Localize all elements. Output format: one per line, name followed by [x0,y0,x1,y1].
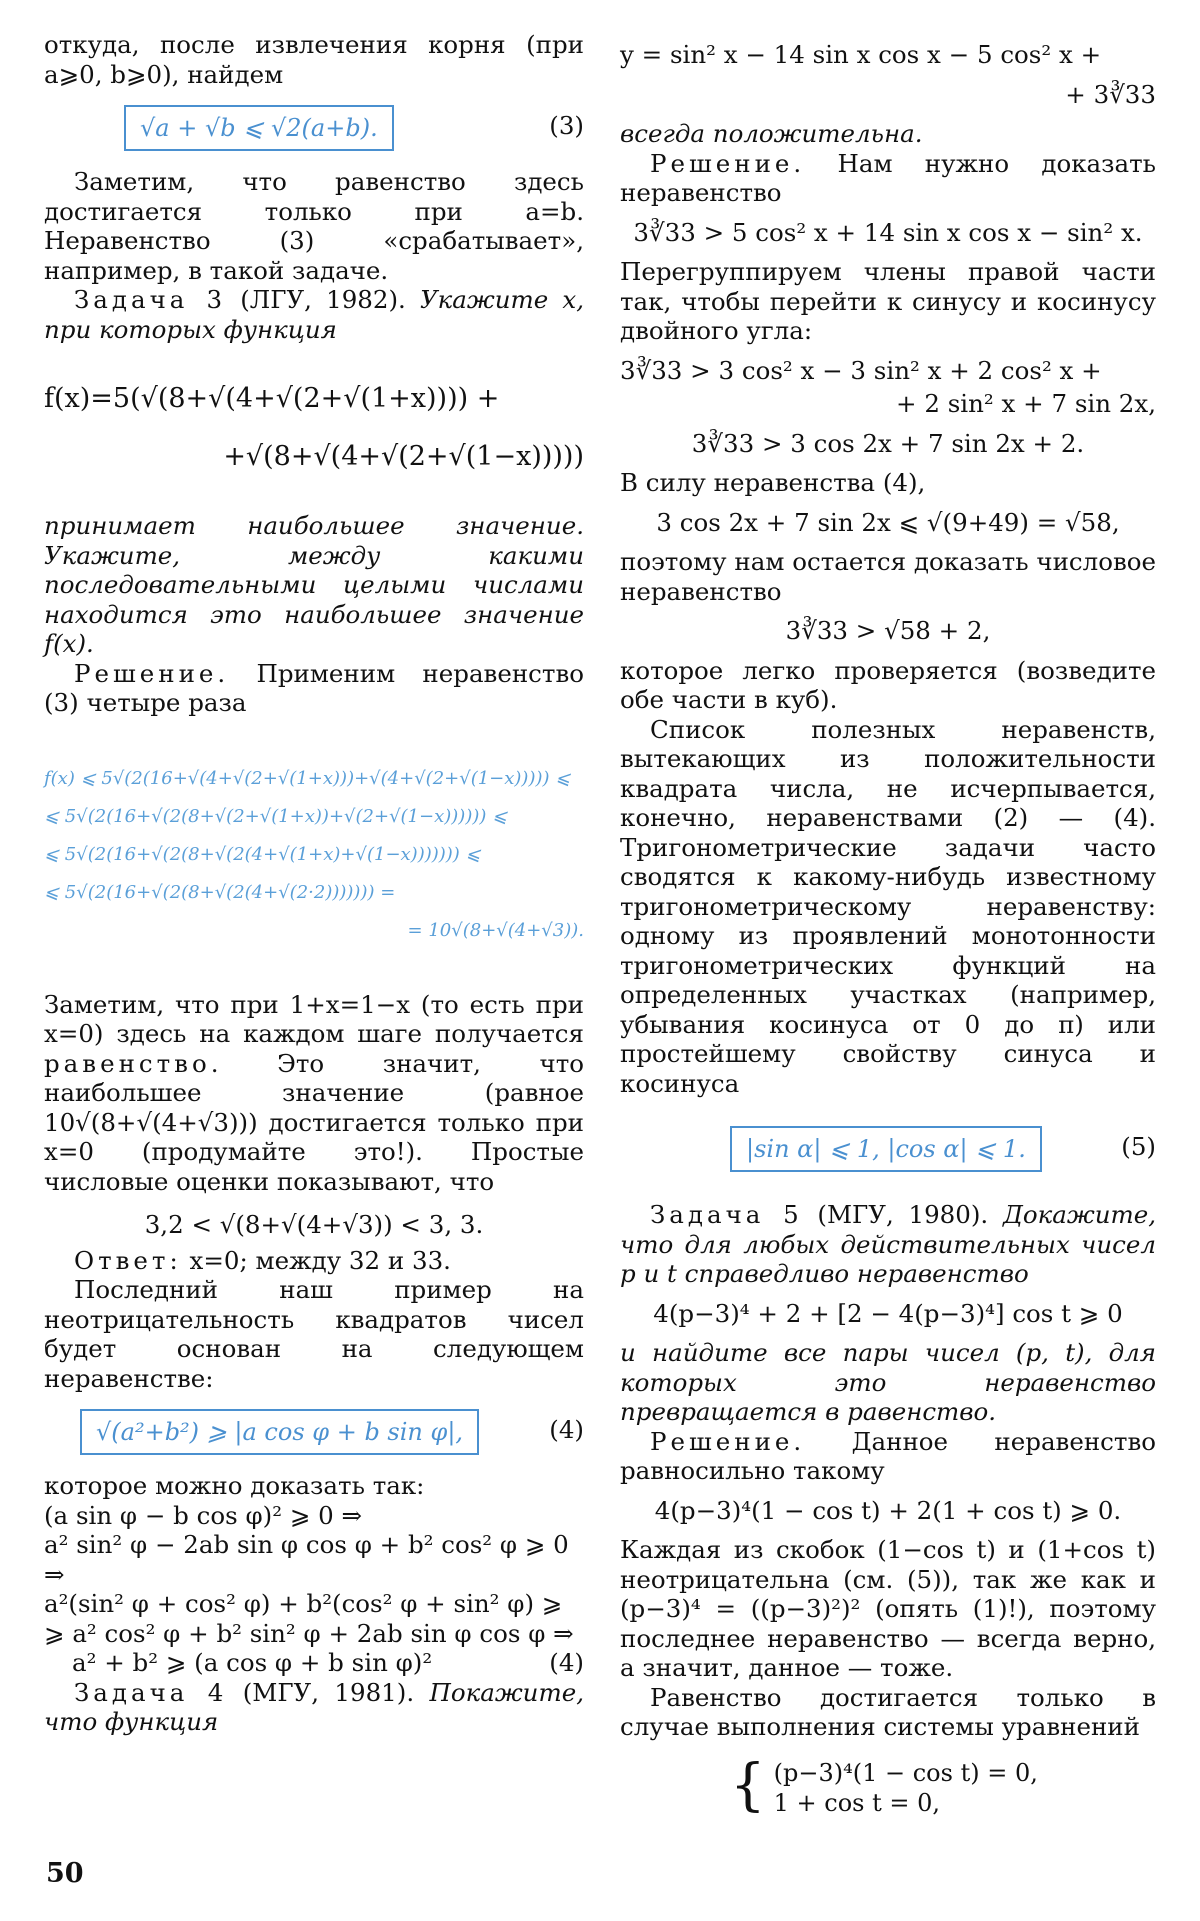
inequality: 3 cos 2x + 7 sin 2x ⩽ √(9+49) = √58, [656,507,1120,537]
paragraph: Заметим, что при 1+x=1−x (то есть при x=0) здесь на каждом шаге получается равенство. Это значит, что наибольшее значение (равное 10√(8+√(4+√3))) достигается только при x=0 (продумайте это!). Простые числовые оценки показывают, что [44,989,584,1196]
solution-paragraph: Решение. Нам нужно доказать неравенство [620,148,1156,207]
equation-number: (3) [549,111,584,140]
paragraph: которое можно доказать так: [44,1471,425,1500]
inequality: 4(p−3)⁴ + 2 + [2 − 4(p−3)⁴] cos t ⩾ 0 [653,1298,1123,1328]
paragraph: откуда, после извлечения корня (при a⩾0, b⩾0), найдем [44,30,584,89]
function-formula-line-2: +√(8+√(4+√(2+√(1−x))))) [223,440,584,472]
problem-4-claim: всегда положительна. [620,119,923,148]
paragraph: которое легко проверяется (возведите обе части в куб). [620,655,1156,714]
answer: Ответ: x=0; между 32 и 33. [74,1245,451,1275]
boxed-inequality-5: |sin α| ⩽ 1, |cos α| ⩽ 1. [730,1126,1042,1172]
function-formula-line-1: f(x)=5(√(8+√(4+√(2+√(1+x)))) + [44,383,500,414]
problem-5-question: и найдите все пары чисел (p, t), для которых это неравенство превращается в равенство. [620,1338,1156,1426]
brace: { [730,1752,766,1818]
inequality: 4(p−3)⁴(1 − cos t) + 2(1 + cos t) ⩾ 0. [654,1495,1122,1525]
proof-line: a²(sin² φ + cos² φ) + b²(cos² φ + sin² φ) ⩾ [44,1589,563,1618]
inequality-3-row [44,99,584,157]
estimate-chain [44,760,584,950]
page-number: 50 [46,1858,84,1889]
estimate-line: f(x) ⩽ 5√(2(16+√(4+√(2+√(1+x)))+√(4+√(2+√(1−x))))) ⩽ [44,767,571,789]
estimate-line: ⩽ 5√(2(16+√(2(8+√(2(4+√(1+x)+√(1−x))))))) ⩽ [44,843,481,865]
problem-3-statement: Задача 3 (ЛГУ, 1982). Укажите x, при которых функция [44,285,585,344]
equation-number: (5) [1121,1132,1156,1161]
inequality: 3∛33 > √58 + 2, [785,616,991,645]
paragraph: Равенство достигается только в случае выполнения системы уравнений [620,1682,1156,1741]
problem-4-statement: Задача 4 (МГУ, 1981). Покажите, что функция [44,1677,584,1736]
inequality: 3∛33 > 3 cos 2x + 7 sin 2x + 2. [691,428,1085,458]
paragraph: Заметим, что равенство здесь достигается только при a=b. Неравенство (3) «срабатывает», например, в такой задаче. [44,167,584,285]
paragraph: В силу неравенства (4), [620,468,926,497]
inequality-4-row [44,1403,584,1461]
solution-paragraph: Решение. Данное неравенство равносильно такому [620,1426,1156,1485]
solution-paragraph: Решение. Применим неравенство (3) четыре раза [44,658,584,717]
proof-line: a² sin² φ − 2ab sin φ cos φ + b² cos² φ ⩾ 0 ⇒ [44,1530,569,1589]
system-equation: (p−3)⁴(1 − cos t) = 0, [773,1758,1038,1787]
equation-number: (4) [549,1415,584,1444]
estimate-line: ⩽ 5√(2(16+√(2(8+√(2(4+√(2·2))))))) = [44,881,396,903]
estimate-line: = 10√(8+√(4+√3)). [407,919,584,941]
estimate-line: ⩽ 5√(2(16+√(2(8+√(2+√(1+x))+√(2+√(1−x)))))) ⩽ [44,805,508,827]
inequality: + 2 sin² x + 7 sin 2x, [896,389,1156,418]
equation-number: (4) [549,1648,584,1677]
boxed-inequality-3: √a + √b ⩽ √2(a+b). [124,105,394,151]
function-y-line-2: + 3∛33 [1065,79,1156,109]
proof-block [44,1501,584,1678]
solution-heading: Решение. [74,658,230,688]
proof-line: (a sin φ − b cos φ)² ⩾ 0 ⇒ [44,1500,363,1530]
proof-line: a² + b² ⩾ (a cos φ + b sin φ)² (4) [72,1648,584,1677]
paragraph: Каждая из скобок (1−cos t) и (1+cos t) неотрицательна (см. (5)), так же как и (p−3)⁴ = ((p−3)²)² (опять (1)!), поэтому последнее неравенство — всегда верно, а значит, данное — тоже. [620,1535,1156,1682]
inequality-5-row [620,1120,1156,1178]
problem-3-question: принимает наибольшее значение. Укажите, между какими последовательными целыми числами находится это наибольшее значение f(x). [44,511,584,658]
right-column [620,30,1156,1818]
paragraph: поэтому нам остается доказать числовое неравенство [620,547,1156,606]
system-equation: 1 + cos t = 0, [773,1788,941,1817]
function-y-line-1: y = sin² x − 14 sin x cos x − 5 cos² x + [620,40,1102,69]
paragraph: Список полезных неравенств, вытекающих из положительности квадрата числа, не исчерпывается, конечно, неравенствами (2) — (4). Тригонометрические задачи часто сводятся к какому-нибудь известному тригонометрическому неравенству: одному из проявлений монотонности тригонометрических функций на определенных участках (например, убывания косинуса от 0 до π) или простейшему свойству синуса и косинуса [620,714,1156,1098]
problem-heading: Задача 3 [74,285,227,314]
paragraph: Перегруппируем члены правой части так, чтобы перейти к синусу и косинусу двойного угла: [620,257,1156,345]
answer-heading: Ответ: [74,1245,182,1275]
proof-line: ⩾ a² cos² φ + b² sin² φ + 2ab sin φ cos φ ⇒ [44,1618,574,1648]
inequality: 3∛33 > 5 cos² x + 14 sin x cos x − sin² x. [633,217,1143,247]
left-column [44,30,584,1737]
solution-heading: Решение. [650,1426,806,1456]
paragraph: Последний наш пример на неотрицательность квадратов чисел будет основан на следующем неравенстве: [44,1275,584,1393]
boxed-inequality-4: √(a²+b²) ⩾ |a cos φ + b sin φ|, [80,1409,479,1455]
inequality: 3∛33 > 3 cos² x − 3 sin² x + 2 cos² x + [620,355,1102,385]
numeric-estimate: 3,2 < √(8+√(4+√3)) < 3, 3. [144,1210,484,1239]
problem-heading: Задача 5 [650,1200,803,1229]
solution-heading: Решение. [650,148,806,178]
equation-system [730,1752,1156,1818]
problem-heading: Задача 4 [74,1677,228,1707]
problem-5-statement: Задача 5 (МГУ, 1980). Докажите, что для любых действительных чисел p и t справедливо неравенство [620,1200,1156,1288]
